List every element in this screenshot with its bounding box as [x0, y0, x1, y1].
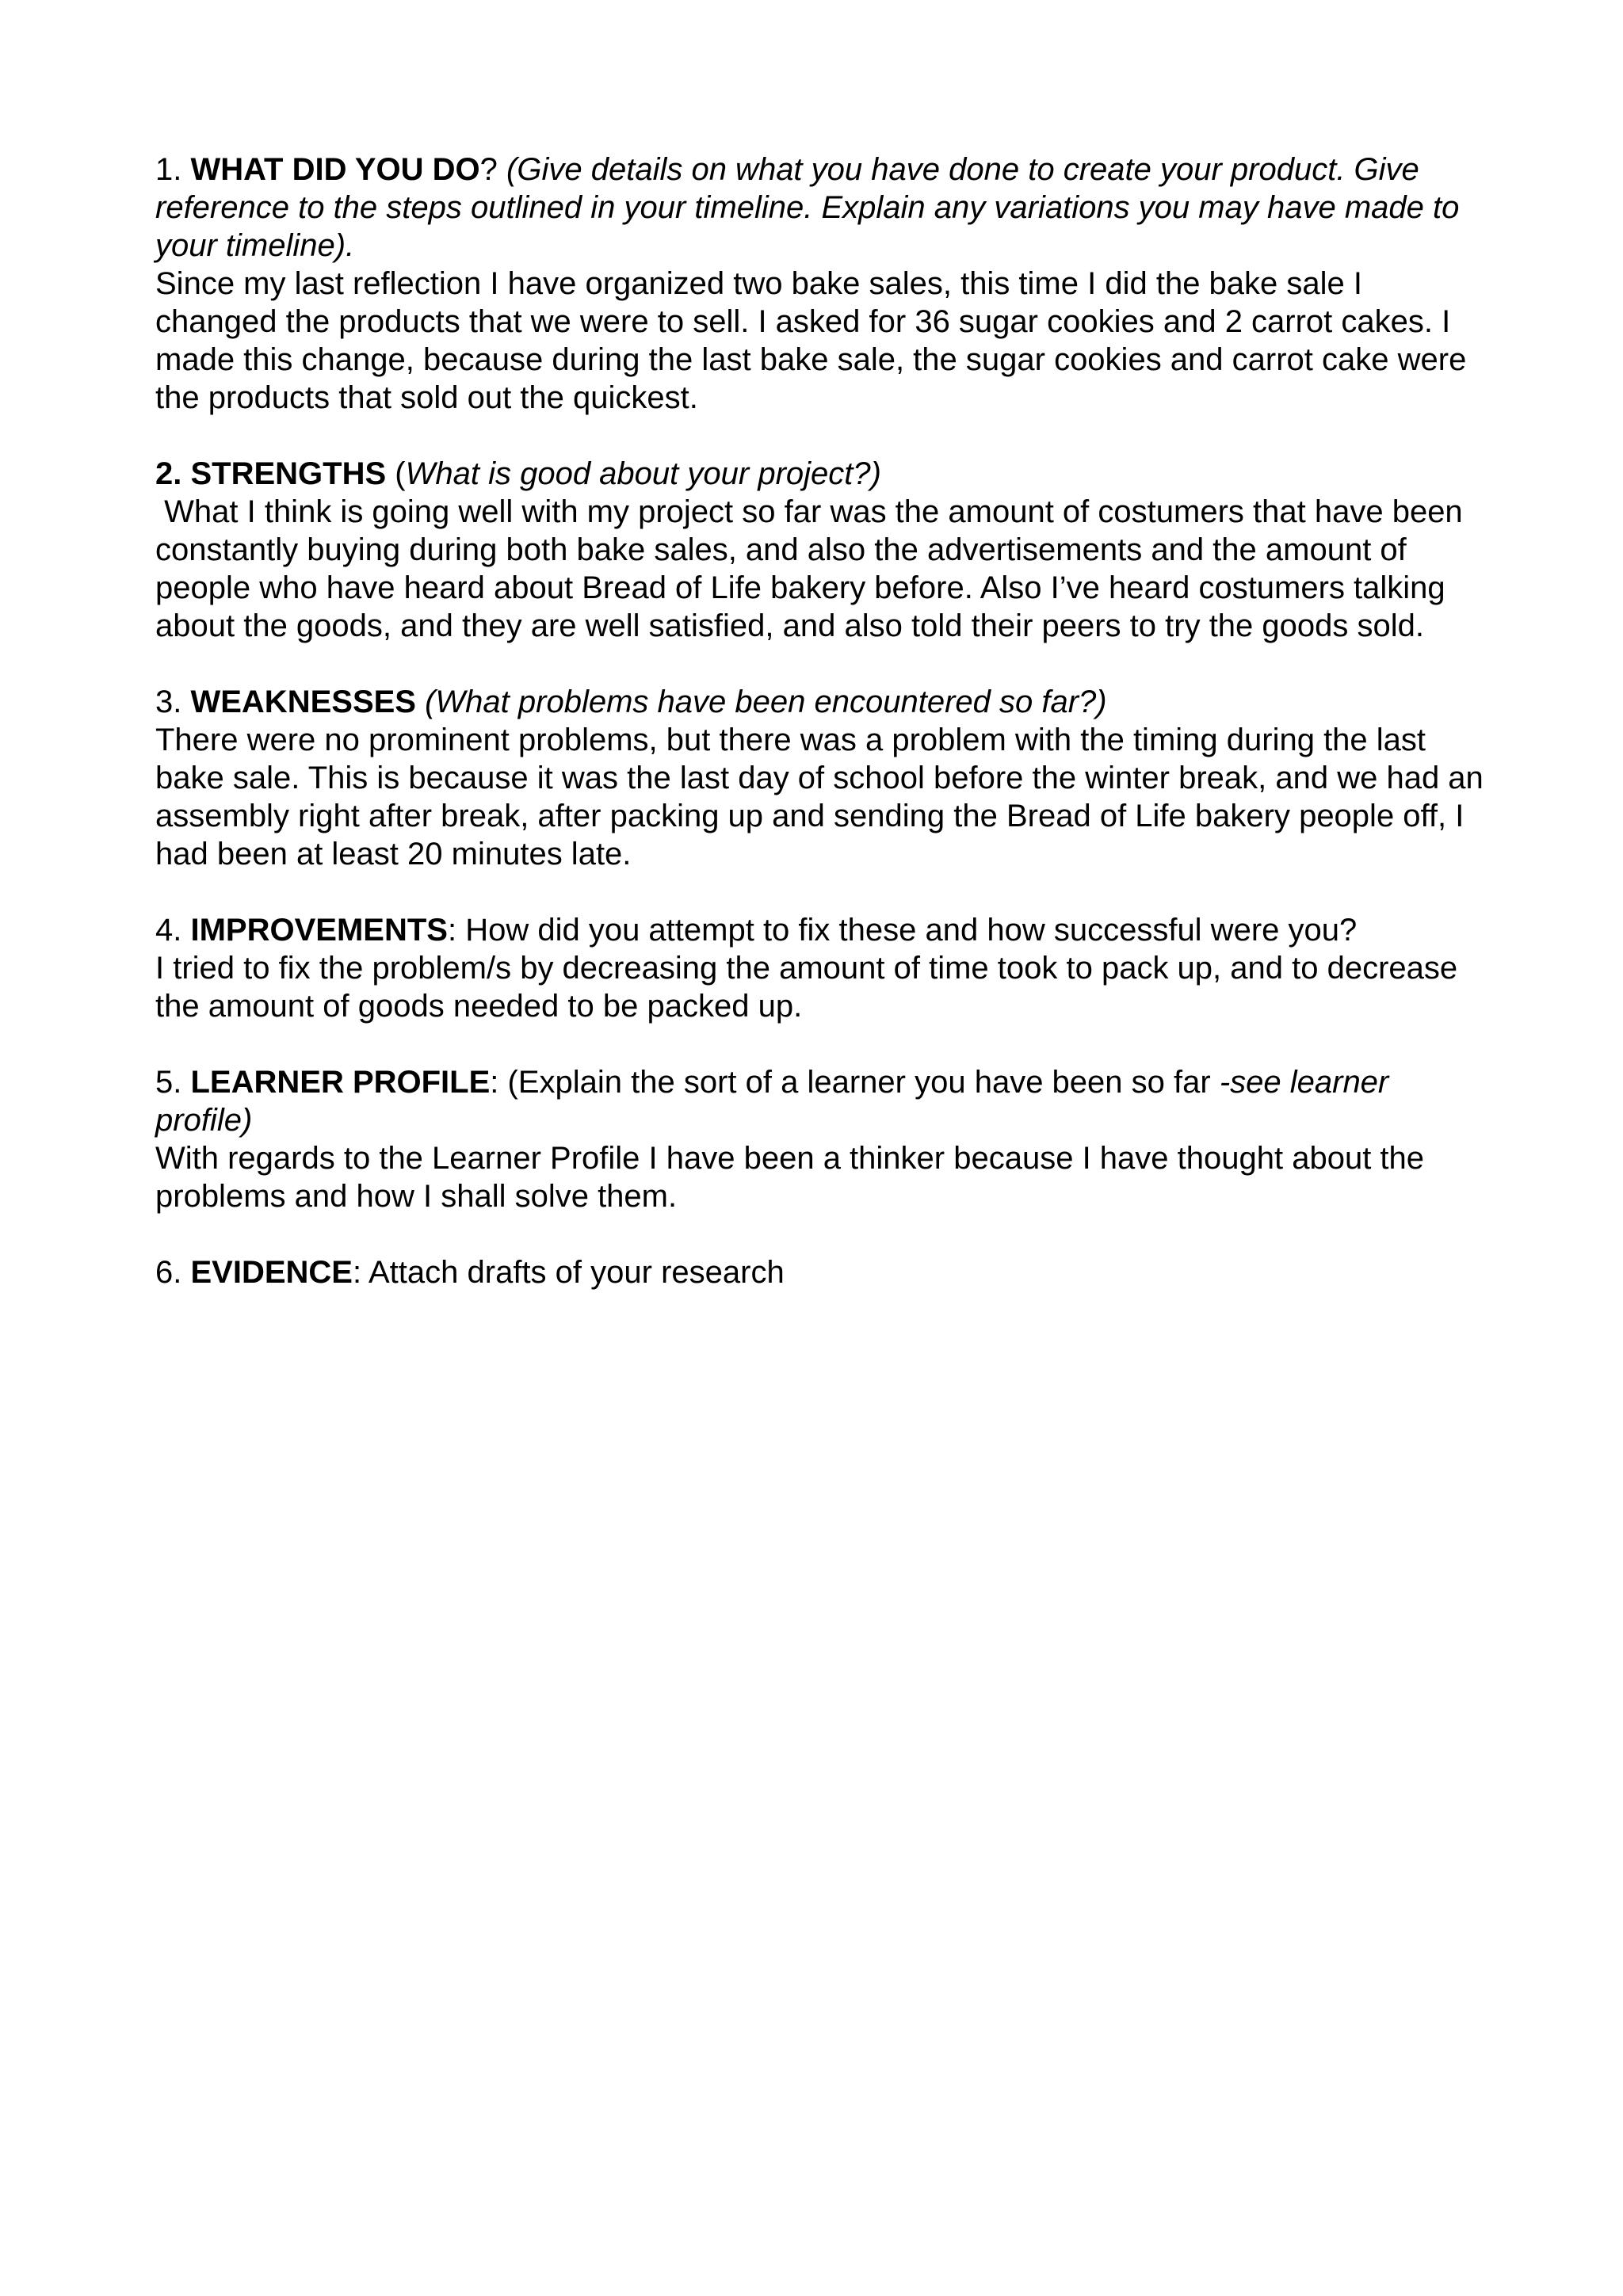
section-number: 2.: [155, 456, 191, 491]
section-number: 3.: [155, 685, 191, 719]
section-prompt: (Give details on what you have done to create your product. Give reference to the steps outlined in your timeline. Explain any variations you may have made to your timeline).: [155, 152, 1460, 263]
section-strengths: [155, 455, 1487, 645]
section-title-line: [155, 911, 1487, 949]
section-prompt: (What problems have been encountered so far?): [425, 685, 1107, 719]
section-evidence: [155, 1253, 1487, 1291]
section-heading-suffix: : How did you attempt to fix these and how successful were you?: [447, 913, 1358, 948]
section-title-line: [155, 683, 1487, 721]
section-prompt: What is good about your project?): [405, 456, 881, 491]
section-body: With regards to the Learner Profile I have been a thinker because I have thought about the problems and how I shall solve them.: [155, 1141, 1425, 1214]
section-body: Since my last reflection I have organized two bake sales, this time I did the bake sale I changed the products that we were to sell. I asked for 36 sugar cookies and 2 carrot cakes. I made this change, because during the last bake sale, the sugar cookies and carrot cake were the products that sold out the quickest.: [155, 266, 1467, 415]
section-heading-suffix: (: [386, 456, 406, 491]
section-title-line: [155, 151, 1487, 265]
section-heading: STRENGTHS: [190, 456, 387, 491]
section-heading: LEARNER PROFILE: [190, 1065, 491, 1100]
section-heading-suffix: : Attach drafts of your research: [352, 1255, 785, 1290]
section-heading: IMPROVEMENTS: [190, 913, 448, 948]
section-number: 5.: [155, 1065, 191, 1100]
section-improvements: [155, 911, 1487, 1025]
section-heading: WHAT DID YOU DO: [190, 152, 480, 187]
section-number: 1.: [155, 152, 191, 187]
section-prompt: -see learner profile): [155, 1065, 1389, 1138]
section-heading-suffix: [416, 685, 425, 719]
section-weaknesses: [155, 683, 1487, 873]
section-learner-profile: [155, 1063, 1487, 1215]
section-title-line: [155, 1253, 1487, 1291]
section-heading-suffix: : (Explain the sort of a learner you have been so far: [490, 1065, 1220, 1100]
section-title-line: [155, 455, 1487, 493]
section-body: I tried to fix the problem/s by decreasing the amount of time took to pack up, and to decrease the amount of goods needed to be packed up.: [155, 951, 1458, 1024]
section-what-did-you-do: [155, 151, 1487, 417]
section-heading: EVIDENCE: [190, 1255, 353, 1290]
section-body: There were no prominent problems, but there was a problem with the timing during the last bake sale. This is because it was the last day of school before the winter break, and we had an assembly right after break, after packing up and sending the Bread of Life bakery people off, I had been at least 20 minutes late.: [155, 723, 1484, 871]
section-number: 4.: [155, 913, 191, 948]
section-body: What I think is going well with my project so far was the amount of costumers that have been constantly buying during both bake sales, and also the advertisements and the amount of people who have heard about Bread of Life bakery before. Also I’ve heard costumers talking about the goods, and they are well satisfied, and also told their peers to try the goods sold.: [155, 494, 1472, 643]
section-number: 6.: [155, 1255, 191, 1290]
document-page: [155, 151, 1487, 1329]
section-heading: WEAKNESSES: [190, 685, 416, 719]
section-heading-suffix: ?: [479, 152, 507, 187]
section-title-line: [155, 1063, 1487, 1139]
